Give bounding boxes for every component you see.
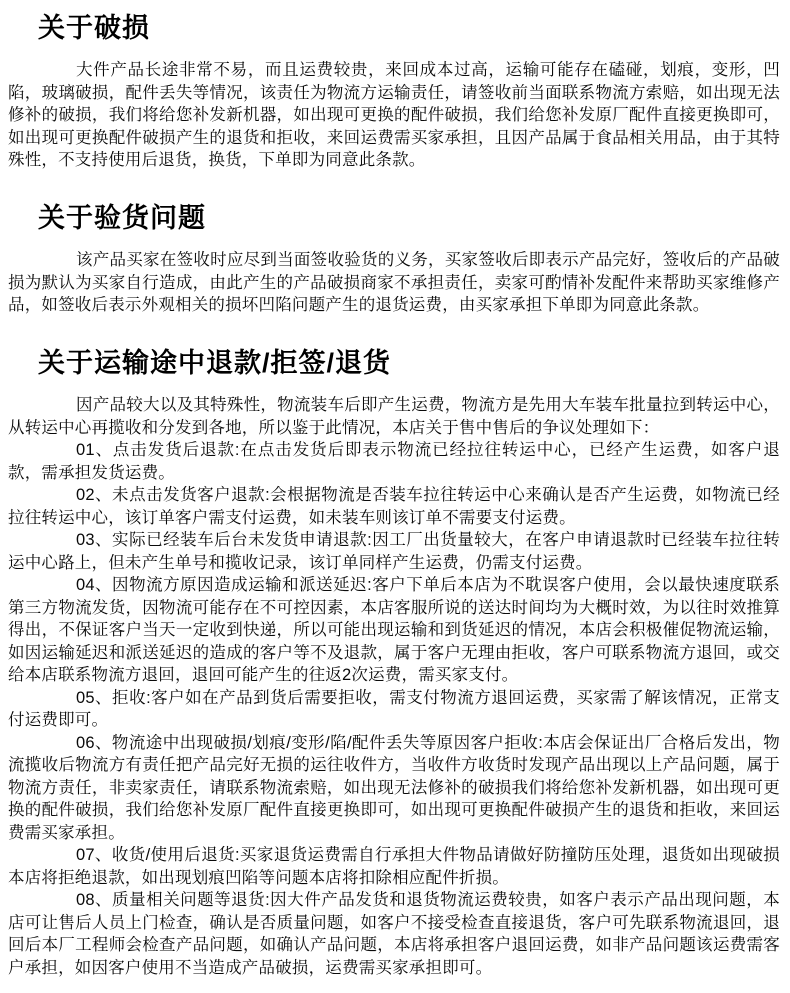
section-heading-damage: 关于破损: [38, 13, 150, 43]
section-refund-policy: [8, 347, 780, 979]
policy-item-05: 05、拒收:客户如在产品到货后需要拒收，需支付物流方退回运费，买家需了解该情况，正常支付运费即可。: [8, 688, 780, 730]
section-damage: [8, 12, 780, 172]
policy-item-01: 01、点击发货后退款:在点击发货后即表示物流已经拉往转运中心，已经产生运费，如客户退款，需承担发货运费。: [8, 441, 780, 482]
policy-item-02: 02、未点击发货客户退款:会根据物流是否装车拉往转运中心来确认是否产生运费，如物流已经拉往转运中心，该订单客户需支付运费，如未装车则该订单不需要支付运费。: [8, 486, 780, 527]
policy-item-08: 08、质量相关问题等退货:因大件产品发货和退货物流运费较贵，如客户表示产品出现问题，本店可让售后人员上门检查，确认是否质量问题，如客户不接受检查直接退货，客户可先联系物流退回，退回后本厂工程师会检查产品问题，如确认产品问题，本店将承担客户退回运费，如非产品问题该运费需客户承担，如因客户使用不当造成产品破损，运费需买家承担即可。: [8, 891, 780, 977]
section-heading-inspection: 关于验货问题: [38, 202, 206, 233]
section-inspection: [8, 202, 780, 317]
damage-paragraph: 大件产品长途非常不易，而且运费较贵，来回成本过高，运输可能存在磕碰，划痕，变形，凹陷，玻璃破损，配件丢失等情况，该责任为物流方运输责任，请签收前当面联系物流方索赔，如出现无法修补的破损，我们将给您补发新机器，如出现可更换的配件破损，我们给您补发原厂配件直接更换即可，如出现可更换配件破损产生的退货和拒收，来回运费需买家承担，且因产品属于食品相关用品，由于其特殊性，不支持使用后退货，换货，下单即为同意此条款。: [8, 61, 780, 170]
policy-item-06: 06、物流途中出现破损/划痕/变形/陷/配件丢失等原因客户拒收:本店会保证出厂合格后发出，物流揽收后物流方有责任把产品完好无损的运往收件方，当收件方收货时发现产品出现以上产品问题，属于物流方责任，非卖家责任，请联系物流索赔，如出现无法修补的破损我们将给您补发新机器，如出现可更换的配件破损，我们给您补发原厂配件直接更换即可，如出现可更换配件破损产生的退货和拒收，来回运费需买家承担。: [8, 733, 780, 842]
section-heading-refund: 关于运输途中退款/拒签/退货: [38, 347, 392, 378]
inspection-paragraph: 该产品买家在签收时应尽到当面签收验货的义务，买家签收后即表示产品完好，签收后的产品破损为默认为买家自行造成，由此产生的产品破损商家不承担责任，卖家可酌情补发配件来帮助买家维修产品，如签收后表示外观相关的损坏凹陷问题产生的退货运费，由买家承担下单即为同意此条款。: [8, 251, 780, 315]
refund-intro-paragraph: 因产品较大以及其特殊性，物流装车后即产生运费，物流方是先用大车装车批量拉到转运中心，从转运中心再揽收和分发到各地，所以鉴于此情况，本店关于售中售后的争议处理如下：: [8, 396, 780, 437]
policy-item-04: 04、因物流方原因造成运输和派送延迟:客户下单后本店为不耽误客户使用，会以最快速度联系第三方物流发货，因物流可能存在不可控因素，本店客服所说的送达时间均为大概时效，为以往时效推算得出，不保证客户当天一定收到快递，所以可能出现运输和到货延迟的情况，本店会积极催促物流运输，如因运输延迟和派送延迟的造成的客户等不及退款，属于客户无理由拒收，客户可联系物流方退回，或交给本店联系物流方退回，退回可能产生的往返2次运费，需买家支付。: [8, 576, 780, 685]
policy-item-07: 07、收货/使用后退货:买家退货运费需自行承担大件物品请做好防撞防压处理，退货如出现破损本店将拒绝退款，如出现划痕凹陷等问题本店将扣除相应配件折损。: [8, 846, 780, 887]
policy-item-03: 03、实际已经装车后台未发货申请退款:因工厂出货量较大，在客户申请退款时已经装车拉往转运中心路上，但未产生单号和揽收记录，该订单同样产生运费，仍需支付运费。: [8, 531, 780, 572]
